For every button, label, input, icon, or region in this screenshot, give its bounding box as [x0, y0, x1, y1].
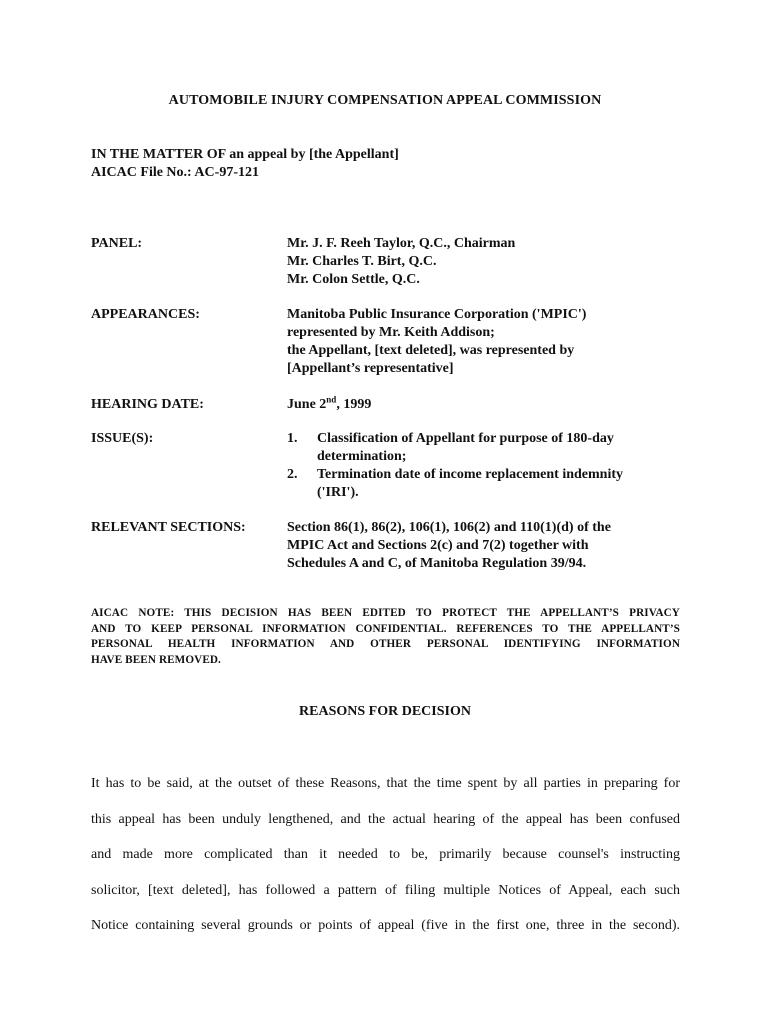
- note-line: PERSONAL HEALTH INFORMATION AND OTHER PERSONAL IDENTIFYING INFORMATION: [91, 638, 680, 650]
- aicac-note: [91, 606, 680, 668]
- note-line: AICAC NOTE: THIS DECISION HAS BEEN EDITED TO PROTECT THE APPELLANT’S PRIVACY: [91, 607, 680, 619]
- issue-number: 1.: [287, 431, 298, 446]
- hearing-date-day: June 2: [287, 397, 327, 412]
- matter-appellant-line: IN THE MATTER OF an appeal by [the Appellant]: [91, 147, 399, 162]
- issue-line: ('IRI').: [317, 485, 359, 500]
- document-title: AUTOMOBILE INJURY COMPENSATION APPEAL COMMISSION: [168, 93, 602, 108]
- issues-list: [287, 430, 687, 502]
- panel-label: PANEL:: [91, 236, 143, 251]
- body-line: It has to be said, at the outset of these Reasons, that the time spent by all parties in preparing for: [91, 776, 680, 791]
- relevant-sections-text: [287, 519, 687, 573]
- appearances-line: Manitoba Public Insurance Corporation ('MPIC'): [287, 307, 587, 322]
- issue-line: determination;: [317, 449, 407, 464]
- issue-number: 2.: [287, 467, 298, 482]
- issue-item: [287, 466, 687, 502]
- body-line: this appeal has been unduly lengthened, and the actual hearing of the appeal has been confused: [91, 811, 680, 827]
- body-line: solicitor, [text deleted], has followed a pattern of filing multiple Notices of Appeal, each such: [91, 882, 680, 898]
- panel-member: Mr. Charles T. Birt, Q.C.: [287, 254, 437, 269]
- hearing-date-value: [287, 396, 687, 414]
- appearances-line: the Appellant, [text deleted], was represented by: [287, 343, 575, 358]
- hearing-date-year: , 1999: [336, 397, 372, 412]
- issue-line: Classification of Appellant for purpose of 180-day: [317, 431, 614, 446]
- hearing-date-label: HEARING DATE:: [91, 397, 204, 412]
- relevant-sections-label: RELEVANT SECTIONS:: [91, 520, 246, 535]
- appearances-line: [Appellant’s representative]: [287, 361, 454, 376]
- body-paragraph: [91, 766, 680, 944]
- appearances-label: APPEARANCES:: [91, 307, 200, 322]
- matter-block: [91, 146, 399, 182]
- issue-item: [287, 430, 687, 466]
- note-line: AND TO KEEP PERSONAL INFORMATION CONFIDENTIAL. REFERENCES TO THE APPELLANT’S: [91, 622, 680, 635]
- body-line: Notice containing several grounds or points of appeal (five in the first one, three in the second).: [91, 918, 680, 933]
- issues-label: ISSUE(S):: [91, 431, 154, 446]
- appearances-text: [287, 306, 687, 378]
- hearing-date-ordinal: nd: [326, 394, 337, 405]
- relevant-sections-line: Schedules A and C, of Manitoba Regulation 39/94.: [287, 556, 587, 571]
- issue-line: Termination date of income replacement indemnity: [317, 467, 624, 482]
- body-line: and made more complicated than it needed to be, primarily because counsel's instructing: [91, 847, 680, 862]
- relevant-sections-line: Section 86(1), 86(2), 106(1), 106(2) and 110(1)(d) of the: [287, 520, 611, 535]
- relevant-sections-line: MPIC Act and Sections 2(c) and 7(2) together with: [287, 538, 589, 553]
- reasons-heading: REASONS FOR DECISION: [299, 704, 471, 719]
- panel-member: Mr. J. F. Reeh Taylor, Q.C., Chairman: [287, 236, 516, 251]
- panel-member: Mr. Colon Settle, Q.C.: [287, 272, 420, 287]
- note-line: HAVE BEEN REMOVED.: [91, 653, 221, 666]
- appearances-line: represented by Mr. Keith Addison;: [287, 325, 495, 340]
- panel-members: [287, 235, 687, 289]
- file-number: AICAC File No.: AC-97-121: [91, 165, 259, 180]
